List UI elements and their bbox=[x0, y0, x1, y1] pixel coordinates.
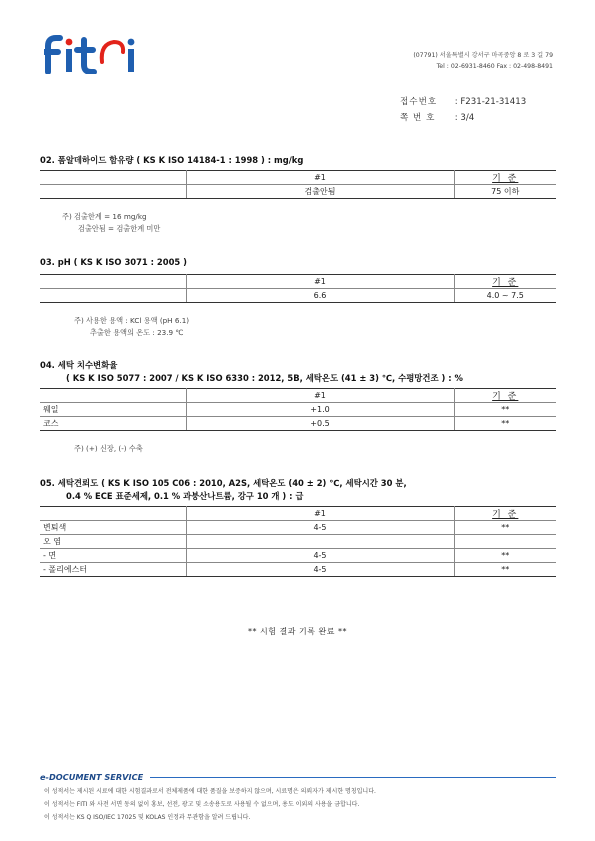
receipt-number: 접수번호 : F231-21-31413 bbox=[400, 97, 527, 107]
col-sample: #1 bbox=[186, 389, 454, 403]
header-address: (07791) 서울특별시 강서구 마곡중앙 8 로 3 길 79 bbox=[413, 52, 553, 59]
row-value: +0.5 bbox=[186, 417, 454, 431]
table-row bbox=[40, 535, 556, 549]
page-label: 쪽 번 호 bbox=[400, 113, 436, 123]
row-label: 코스 bbox=[40, 417, 186, 431]
table-row bbox=[40, 521, 556, 535]
footer-line-1: 이 성적서는 제시된 시료에 대한 시험결과로서 전체제품에 대한 품질을 보증하지 않으며, 시료명은 의뢰자가 제시한 명칭입니다. bbox=[44, 788, 376, 795]
row-standard: ** bbox=[454, 549, 556, 563]
footer-line-2: 이 성적서는 FITI 와 사전 서면 동의 없이 홍보, 선전, 광고 및 소송용도로 사용될 수 없으며, 용도 이외의 사용을 금합니다. bbox=[44, 801, 360, 808]
row-label bbox=[40, 185, 186, 199]
table-row bbox=[40, 563, 556, 577]
col-sample: #1 bbox=[186, 171, 454, 185]
section-03-note-1: 주) 사용한 용액 : KCl 용액 (pH 6.1) bbox=[74, 316, 190, 325]
row-value: 6.6 bbox=[186, 289, 454, 303]
section-02-note-2: 검출안됨 = 검출한계 미만 bbox=[78, 224, 161, 233]
row-standard: ** bbox=[454, 563, 556, 577]
table-row bbox=[40, 403, 556, 417]
row-value bbox=[186, 535, 454, 549]
receipt-label: 접수번호 bbox=[400, 97, 438, 107]
section-04-title: 04. 세탁 치수변화율 bbox=[40, 360, 118, 370]
section-05-table bbox=[40, 506, 556, 577]
section-04-table bbox=[40, 388, 556, 431]
section-04-note-1: 주) (+) 신장, (-) 수축 bbox=[74, 444, 143, 453]
section-03-table bbox=[40, 274, 556, 303]
table-row bbox=[40, 549, 556, 563]
row-value: +1.0 bbox=[186, 403, 454, 417]
col-sample: #1 bbox=[186, 507, 454, 521]
section-02-note-1: 주) 검출한계 = 16 mg/kg bbox=[62, 212, 147, 221]
page-value: 3/4 bbox=[460, 113, 475, 123]
row-value: 4-5 bbox=[186, 563, 454, 577]
section-05-subtitle: 0.4 % ECE 표준세제, 0.1 % 과붕산나트륨, 강구 10 개 ) : 급 bbox=[66, 491, 304, 501]
row-standard: ** bbox=[454, 403, 556, 417]
end-of-results: ** 시험 결과 기록 완료 ** bbox=[247, 627, 348, 636]
row-standard: ** bbox=[454, 521, 556, 535]
section-04-subtitle: ( KS K ISO 5077 : 2007 / KS K ISO 6330 : 2012, 5B, 세탁온도 (41 ± 3) ℃, 수평망건조 ) : % bbox=[66, 373, 463, 383]
table-row bbox=[40, 185, 556, 199]
col-standard: 기 준 bbox=[454, 389, 556, 403]
row-label: 변퇴색 bbox=[40, 521, 186, 535]
row-label: 웨일 bbox=[40, 403, 186, 417]
e-document-service-title: e-DOCUMENT SERVICE bbox=[40, 772, 144, 782]
section-02-table bbox=[40, 170, 556, 199]
row-value: 4-5 bbox=[186, 521, 454, 535]
row-label bbox=[40, 289, 186, 303]
fiti-logo bbox=[44, 32, 140, 74]
row-standard: 75 이하 bbox=[454, 185, 556, 199]
receipt-value: F231-21-31413 bbox=[460, 97, 527, 107]
header-contact: Tel : 02-6931-8460 Fax : 02-498-8491 bbox=[436, 63, 553, 70]
footer-divider bbox=[150, 777, 556, 778]
table-row bbox=[40, 417, 556, 431]
section-03-title: 03. pH ( KS K ISO 3071 : 2005 ) bbox=[40, 257, 187, 267]
col-standard: 기 준 bbox=[454, 275, 556, 289]
section-02-title: 02. 폼알데하이드 함유량 ( KS K ISO 14184-1 : 1998 ) : mg/kg bbox=[40, 155, 304, 165]
row-value: 4-5 bbox=[186, 549, 454, 563]
col-sample: #1 bbox=[186, 275, 454, 289]
section-05-title: 05. 세탁견뢰도 ( KS K ISO 105 C06 : 2010, A2S, 세탁온도 (40 ± 2) ℃, 세탁시간 30 분, bbox=[40, 478, 407, 488]
row-standard bbox=[454, 535, 556, 549]
section-03-note-2: 추출한 용액의 온도 : 23.9 ℃ bbox=[90, 328, 184, 337]
table-row bbox=[40, 289, 556, 303]
col-standard: 기 준 bbox=[454, 171, 556, 185]
row-value: 검출안됨 bbox=[186, 185, 454, 199]
row-standard: 4.0 ~ 7.5 bbox=[454, 289, 556, 303]
col-standard: 기 준 bbox=[454, 507, 556, 521]
row-standard: ** bbox=[454, 417, 556, 431]
row-label: - 면 bbox=[40, 549, 186, 563]
page-number: 쪽 번 호 : 3/4 bbox=[400, 113, 475, 123]
row-label: 오 염 bbox=[40, 535, 186, 549]
row-label: - 폴리에스터 bbox=[40, 563, 186, 577]
footer-line-3: 이 성적서는 KS Q ISO/IEC 17025 및 KOLAS 인정과 무관함을 알려 드립니다. bbox=[44, 814, 251, 821]
